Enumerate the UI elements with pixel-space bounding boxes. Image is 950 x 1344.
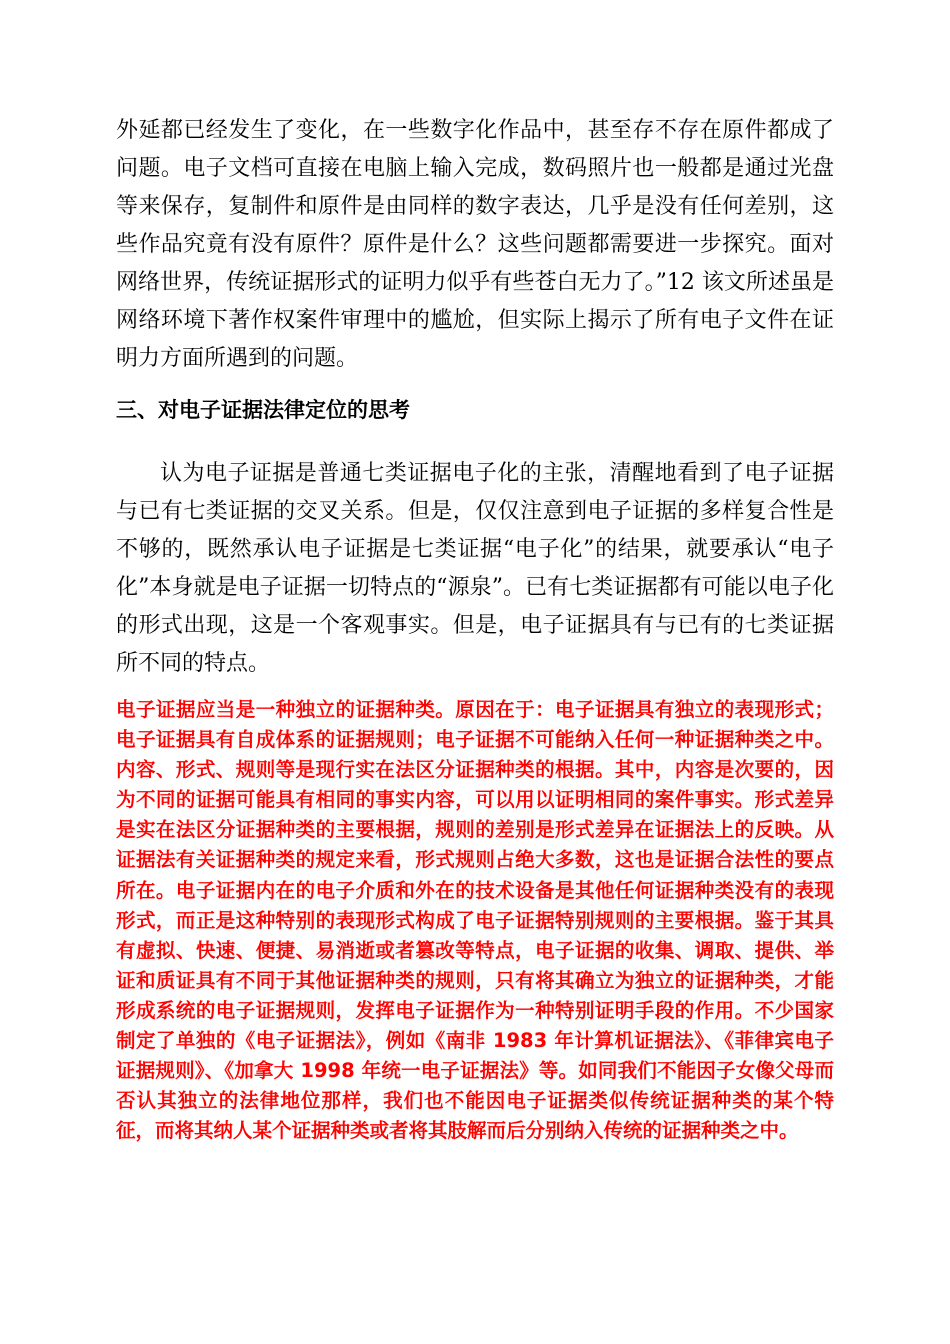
body-paragraph-2: 认为电子证据是普通七类证据电子化的主张，清醒地看到了电子证据与已有七类证据的交叉关系。但是，仅仅注意到电子证据的多样复合性是不够的，既然承认电子证据是七类证据“电子化”的结果，就要承认“电子化”本身就是电子证据一切特点的“源泉”。已有七类证据都有可能以电子化的形式出现，这是一个客观事实。但是，电子证据具有与已有的七类证据所不同的特点。	[116, 461, 834, 676]
section-heading: 三、对电子证据法律定位的思考	[116, 398, 410, 422]
body-paragraph-1: 外延都已经发生了变化，在一些数字化作品中，甚至存不存在原件都成了问题。电子文档可直接在电脑上输入完成，数码照片也一般都是通过光盘等来保存，复制件和原件是由同样的数字表达，几乎是没有任何差别，这些作品究竟有没有原件？原件是什么？这些问题都需要进一步探究。面对网络世界，传统证据形式的证明力似乎有些苍白无力了。”12 该文所述虽是网络环境下著作权案件审理中的尴尬，但实际上揭示了所有电子文件在证明力方面所遇到的问题。	[116, 118, 834, 371]
highlighted-paragraph: 电子证据应当是一种独立的证据种类。原因在于：电子证据具有独立的表现形式；电子证据具有自成体系的证据规则；电子证据不可能纳入任何一种证据种类之中。内容、形式、规则等是现行实在法区分证据种类的根据。其中，内容是次要的，因为不同的证据可能具有相同的事实内容，可以用以证明相同的案件事实。形式差异是实在法区分证据种类的主要根据，规则的差别是形式差异在证据法上的反映。从证据法有关证据种类的规定来看，形式规则占绝大多数，这也是证据合法性的要点所在。电子证据内在的电子介质和外在的技术设备是其他任何证据种类没有的表现形式，而正是这种特别的表现形式构成了电子证据特别规则的主要根据。鉴于其具有虚拟、快速、便捷、易消逝或者篡改等特点，电子证据的收集、调取、提供、举证和质证具有不同于其他证据种类的规则，只有将其确立为独立的证据种类，才能形成系统的电子证据规则，发挥电子证据作为一种特别证明手段的作用。不少国家制定了单独的《电子证据法》，例如《南非 1983 年计算机证据法》、《菲律宾电子证据规则》、《加拿大 1998 年统一电子证据法》等。如同我们不能因子女像父母而否认其独立的法律地位那样，我们也不能因电子证据类似传统证据种类的某个特征，而将其纳人某个证据种类或者将其肢解而后分别纳入传统的证据种类之中。	[116, 698, 834, 1143]
